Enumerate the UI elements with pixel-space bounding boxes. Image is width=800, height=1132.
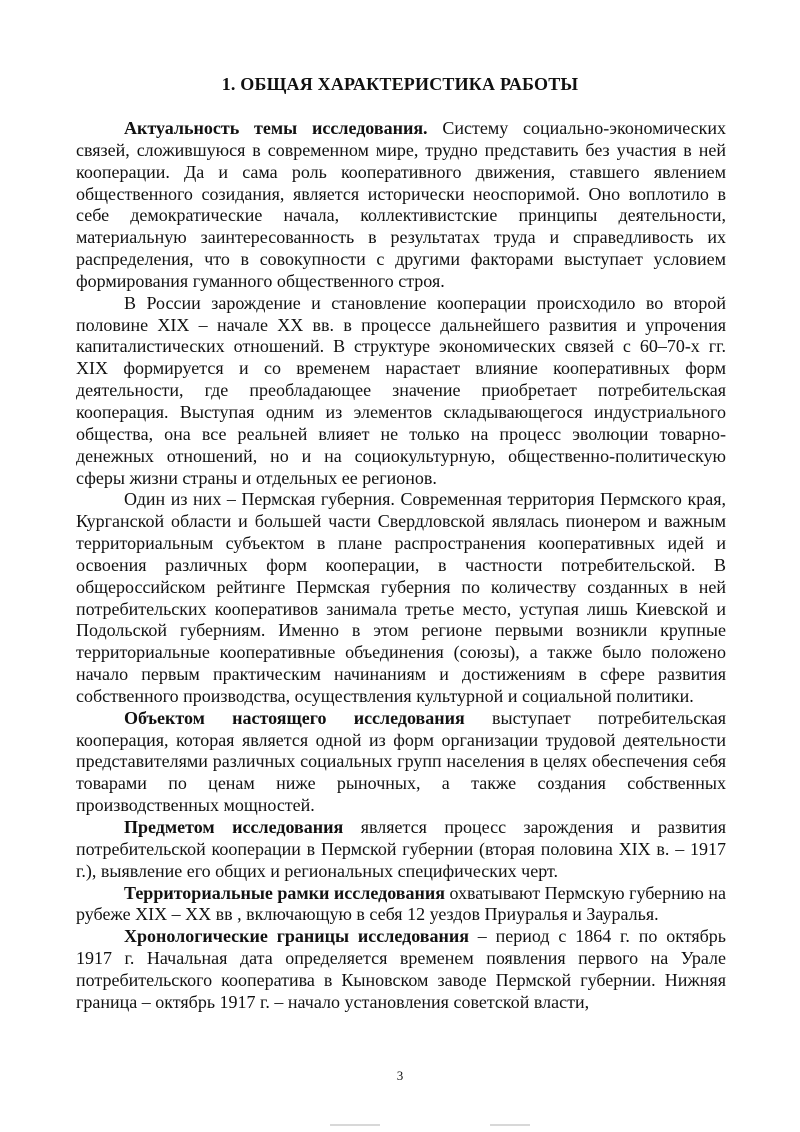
scan-artifact [330, 1124, 380, 1126]
page-title: 1. ОБЩАЯ ХАРАКТЕРИСТИКА РАБОТЫ [221, 74, 579, 94]
paragraph-lead: Актуальность темы исследования. [124, 118, 428, 138]
paragraph-text: выступает потребительская кооперация, которая является одной из форм организации трудовой деятельности представителями различных социальных групп населения в целях обеспечения себя товарами по ценам ниже рыночных, а также создания собственных производственных мощностей. [76, 707, 726, 816]
paragraph-text: Один из них – Пермская губерния. Современная территория Пермского края, Курганской области и большей части Свердловской являлась пионером и важным территориальным субъектом в плане распространения кооперативных идей и освоения различных форм кооперации, в частности потребительской. В общероссийском рейтинге Пермская губерния по количеству созданных в ней потребительских кооперативов занимала третье место, уступая лишь Киевской и Подольской губерниям. Именно в этом регионе первыми возникли крупные территориальные кооперативные объединения (союзы), а также было положено начало первым практическим начинаниям и достижениям в сфере развития собственного производства, осуществления культурной и социальной политики. [76, 489, 726, 706]
paragraph-lead: Объектом настоящего исследования [124, 707, 465, 728]
paragraph-relevance [76, 118, 726, 293]
paragraph-russia-cooperation [76, 293, 726, 490]
paragraph-chronology [76, 926, 726, 1013]
scan-artifact [490, 1124, 530, 1126]
paragraph-object [76, 708, 726, 817]
paragraph-territory [76, 883, 726, 927]
paragraph-lead: Предметом исследования [124, 817, 344, 837]
document-body [76, 118, 726, 1014]
paragraph-text: В России зарождение и становление кооперации происходило во второй половине XIX – начале XX вв. в процессе дальнейшего развития и упрочения капиталистических отношений. В структуре экономических связей с 60–70-х гг. XIX формируется и со временем нарастает влияние кооперативных форм деятельности, где преобладающее значение приобретает потребительская кооперация. Выступая одним из элементов складывающегося индустриального общества, она все реальней влияет не только на процесс эволюции товарно-денежных отношений, но и на социокультурную, общественно-политическую сферы жизни страны и отдельных ее регионов. [76, 292, 726, 488]
paragraph-text: Систему социально-экономических связей, сложившуюся в современном мире, трудно представить без участия в ней кооперации. Да и сама роль кооперативного движения, ставшего явлением общественного созидания, является исторически неоспоримой. Оно воплотило в себе демократические начала, коллективистские принципы деятельности, материальную заинтересованность в результатах труда и справедливость их распределения, что в совокупности с другими факторами выступает условием формирования гуманного общественного строя. [76, 118, 727, 291]
paragraph-perm-province [76, 489, 726, 707]
paragraph-subject [76, 817, 726, 883]
page-number: 3 [396, 1068, 404, 1083]
paragraph-text: является процесс зарождения и развития потребительской кооперации в Пермской губернии (вторая половина XIX в. – 1917 г.), выявление его общих и региональных специфических черт. [76, 817, 726, 881]
paragraph-text: – период с 1864 г. по октябрь 1917 г. Начальная дата определяется временем появления первого на Урале потребительского кооператива в Кыновском заводе Пермской губернии. Нижняя граница – октябрь 1917 г. – начало установления советской власти, [76, 926, 727, 1012]
paragraph-text: охватывают Пермскую губернию на рубеже XIX – XX вв , включающую в себя 12 уездов Приуралья и Зауралья. [76, 882, 727, 925]
paragraph-lead: Территориальные рамки исследования [124, 882, 445, 903]
paragraph-lead: Хронологические границы исследования [124, 926, 469, 947]
